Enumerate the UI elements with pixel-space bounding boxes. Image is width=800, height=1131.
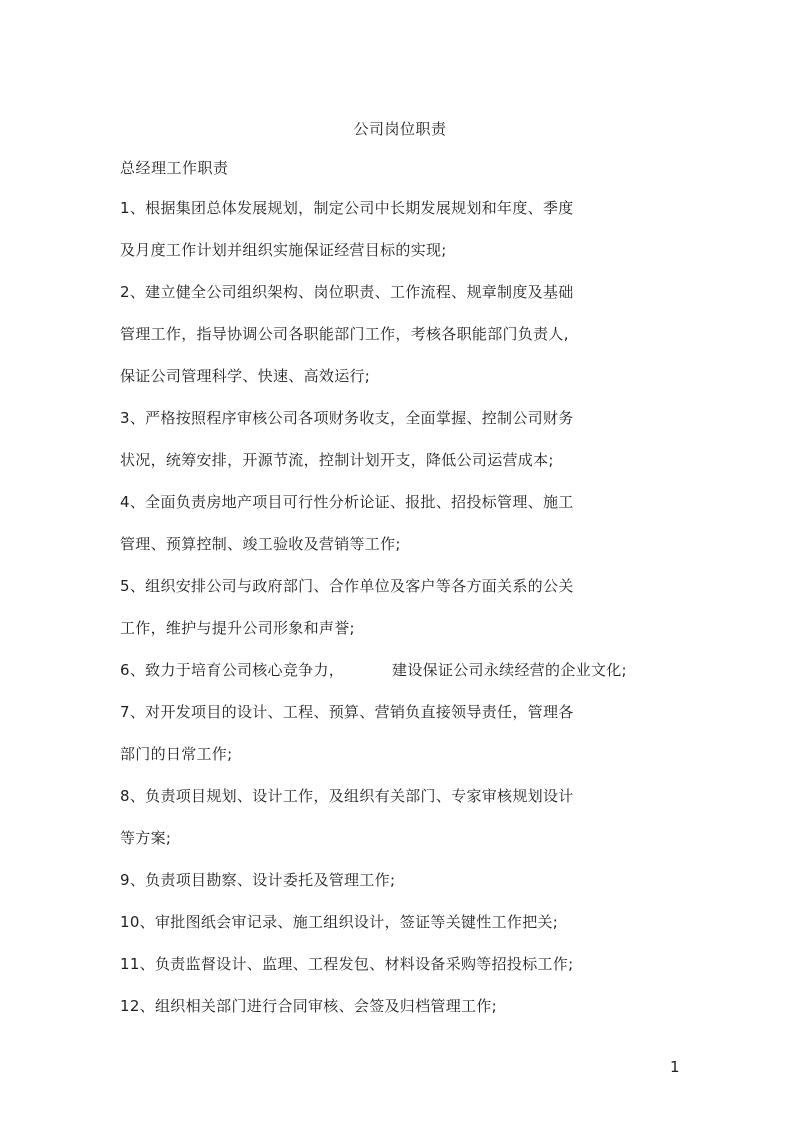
paragraph-line: 11、负责监督设计、监理、工程发包、材料设备采购等招投标工作; xyxy=(120,955,574,973)
paragraph-line: 工作，维护与提升公司形象和声誉; xyxy=(120,619,355,637)
paragraph-line: 2、建立健全公司组织架构、岗位职责、工作流程、规章制度及基础 xyxy=(120,283,574,301)
paragraph-line: 保证公司管理科学、快速、高效运行; xyxy=(120,367,371,385)
document-title: 公司岗位职责 xyxy=(353,120,447,138)
page-number: 1 xyxy=(670,1058,680,1076)
paragraph-line: 10、审批图纸会审记录、施工组织设计，签证等关键性工作把关; xyxy=(120,913,559,931)
paragraph-line: 5、组织安排公司与政府部门、合作单位及客户等各方面关系的公关 xyxy=(120,577,574,595)
paragraph-line: 4、全面负责房地产项目可行性分析论证、报批、招投标管理、施工 xyxy=(120,493,574,511)
paragraph-line: 12、组织相关部门进行合同审核、会签及归档管理工作; xyxy=(120,997,497,1015)
paragraph-line: 管理工作，指导协调公司各职能部门工作，考核各职能部门负责人, xyxy=(120,325,569,343)
paragraph-line: 1、根据集团总体发展规划，制定公司中长期发展规划和年度、季度 xyxy=(120,199,574,217)
paragraph-line: 7、对开发项目的设计、工程、预算、营销负直接领导责任，管理各 xyxy=(120,703,574,721)
item-6-part1: 6、致力于培育公司核心竞争力， xyxy=(120,661,345,679)
paragraph-line: 等方案; xyxy=(120,829,172,847)
section-heading: 总经理工作职责 xyxy=(120,159,229,177)
paragraph-line: 3、严格按照程序审核公司各项财务收支，全面掌握、控制公司财务 xyxy=(120,409,574,427)
paragraph-line: 及月度工作计划并组织实施保证经营目标的实现; xyxy=(120,241,447,259)
paragraph-line: 9、负责项目勘察、设计委托及管理工作; xyxy=(120,871,396,889)
paragraph-line: 管理、预算控制、竣工验收及营销等工作; xyxy=(120,535,401,553)
paragraph-line: 8、负责项目规划、设计工作，及组织有关部门、专家审核规划设计 xyxy=(120,787,574,805)
paragraph-line-item-6 xyxy=(120,659,627,680)
paragraph-line: 部门的日常工作; xyxy=(120,745,233,763)
item-6-part2: 建设保证公司永续经营的企业文化; xyxy=(392,661,627,679)
paragraph-line: 状况，统筹安排，开源节流，控制计划开支，降低公司运营成本; xyxy=(120,451,554,469)
